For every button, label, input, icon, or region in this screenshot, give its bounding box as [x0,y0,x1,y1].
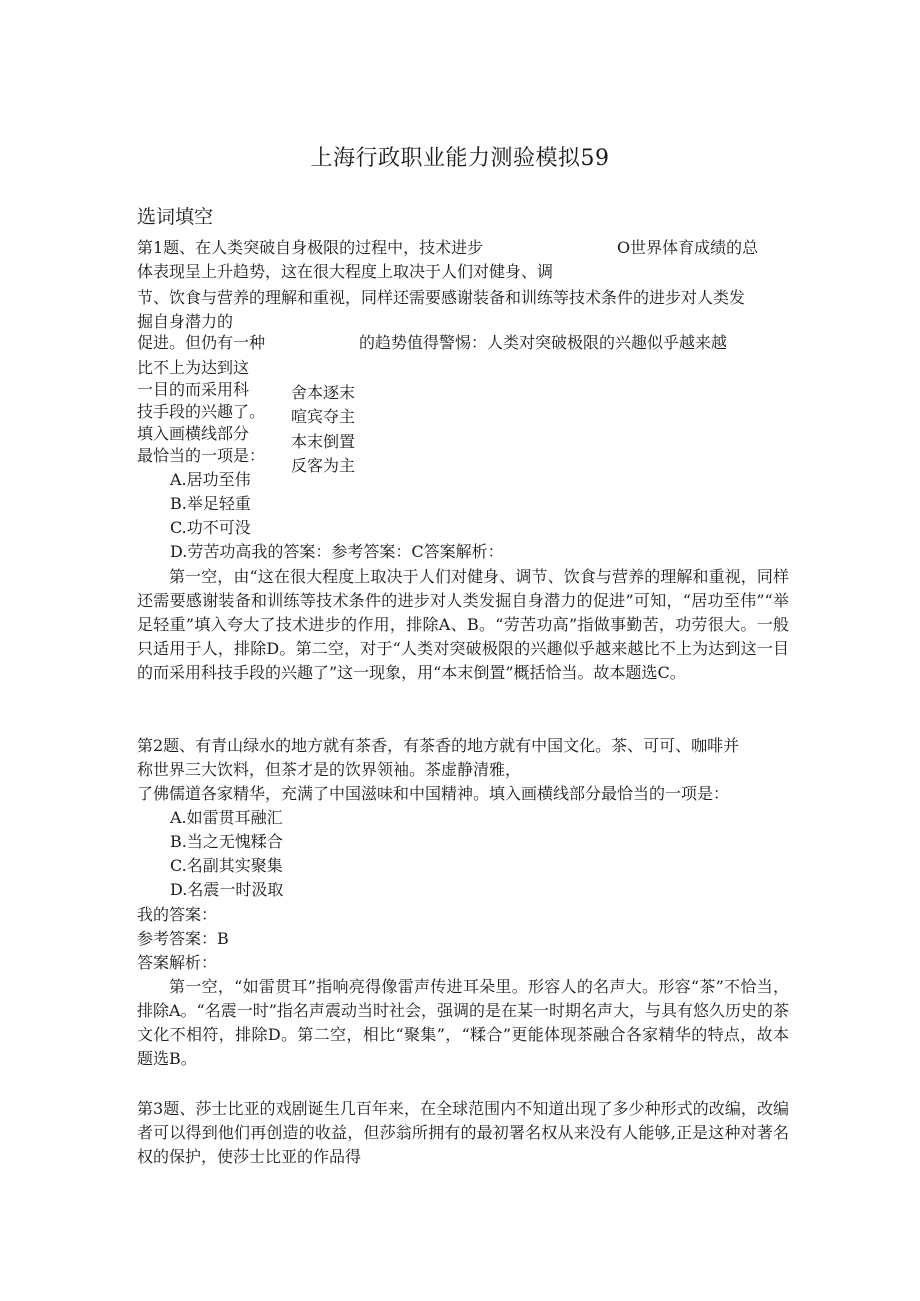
q2-explanation: 第一空，“如雷贯耳”指响亮得像雷声传进耳朵里。形容人的名声大。形容“茶”不恰当，排除A。“名震一时”指名声震动当时社会，强调的是在某一时期名声大，与具有悠久历史的茶文化不相符，排除D。第二空，相比“聚集”，“糅合”更能体现茶融合各家精华的特点，故本题选B。 [137,977,789,1068]
q1-side-term: 本末倒置 [291,432,356,451]
q1-option-d-answer: D.劳苦功高我的答案：参考答案：C答案解析： [170,542,504,561]
q1-stem-line: 最恰当的一项是： [137,446,266,465]
q3-stem: 第3题、莎士比亚的戏剧诞生几百年来，在全球范围内不知道出现了多少种形式的改编，改编者可以得到他们再创造的收益，但莎翁所拥有的最初署名权从来没有人能够,正是这种对著名权的保护，使莎士比亚的作品得 [137,1099,789,1166]
q1-option-b: B.举足轻重 [170,494,251,513]
q1-stem-line: 节、饮食与营养的理解和重视，同样还需要感谢装备和训练等技术条件的进步对人类发 [137,288,746,307]
section-heading: 选词填空 [137,206,214,228]
q1-stem-line: O世界体育成绩的总 [617,238,759,257]
q2-stem-line: 称世界三大饮料，但茶才是的饮界领袖。茶虚静清雅， [137,760,522,779]
page-title: 上海行政职业能力测验模拟59 [310,146,610,171]
q1-side-term: 反客为主 [291,456,356,475]
q1-option-a: A.居功至伟 [170,470,251,489]
q2-option-b: B.当之无愧糅合 [170,832,283,851]
q1-side-term: 舍本逐末 [291,383,356,402]
q1-option-c: C.功不可没 [170,518,251,537]
q2-stem-line: 了佛儒道各家精华，充满了中国滋味和中国精神。填入画横线部分最恰当的一项是： [137,784,730,803]
q1-stem-line: 第1题、在人类突破自身极限的过程中，技术进步 [137,238,484,257]
q1-stem-line: 体表现呈上升趋势，这在很大程度上取决于人们对健身、调 [137,262,554,281]
q1-stem-line: 填入画横线部分 [137,424,250,443]
q2-stem-line: 第2题、有青山绿水的地方就有茶香，有茶香的地方就有中国文化。茶、可可、咖啡并 [137,736,740,755]
q1-side-term: 喧宾夺主 [291,407,356,426]
q1-stem-line: 掘自身潜力的 [137,312,234,331]
q1-stem-line: 一目的而采用科 [137,380,250,399]
q2-reference-answer: 参考答案：B [137,929,229,948]
q2-option-a: A.如雷贯耳融汇 [170,808,283,827]
q1-stem-line: 促进。但仍有一种 [137,333,266,352]
q1-stem-line: 技手段的兴趣了。 [137,402,266,421]
q2-option-d: D.名震一时汲取 [170,880,284,899]
q1-stem-line: 比不上为达到这 [137,358,250,377]
q2-option-c: C.名副其实聚集 [170,856,283,875]
q1-explanation: 第一空，由“这在很大程度上取决于人们对健身、调节、饮食与营养的理解和重视，同样还需要感谢装备和训练等技术条件的进步对人类发掘自身潜力的促进”可知，“居功至伟”“举足轻重”填入夸大了技术进步的作用，排除A、B。“劳苦功高”指做事勤苦，功劳很大。一般只适用于人，排除D。第二空，对于“人类对突破极限的兴趣似乎越来越比不上为达到这一目的而采用科技手段的兴趣了”这一现象，用“本末倒置”概括恰当。故本题选C。 [137,567,789,682]
q2-analysis-label: 答案解析： [137,953,218,972]
q2-my-answer: 我的答案： [137,905,218,924]
q1-stem-line: 的趋势值得警惕：人类对突破极限的兴趣似乎越来越 [359,333,728,352]
